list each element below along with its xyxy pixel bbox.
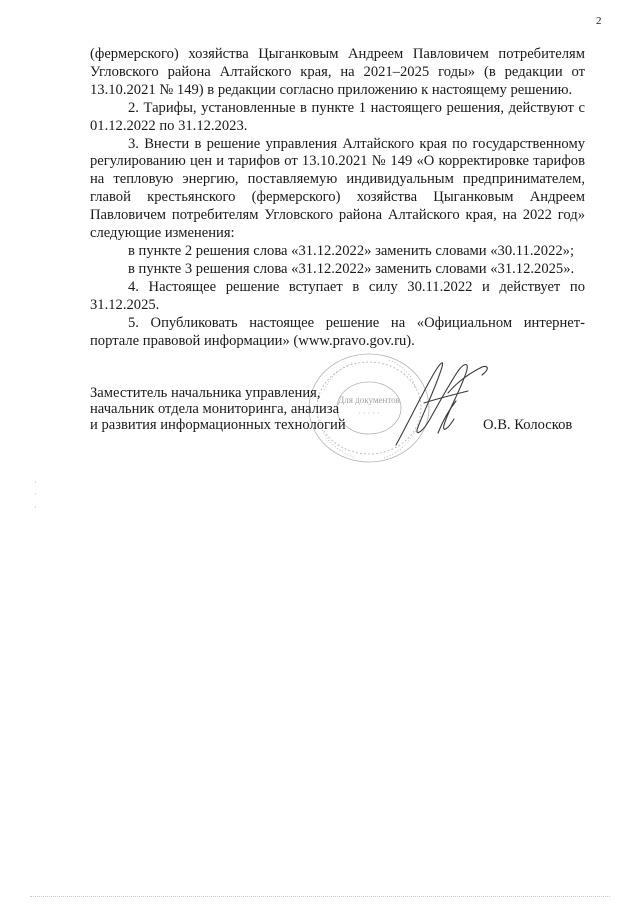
page-number: 2 bbox=[596, 15, 602, 27]
document-body bbox=[90, 46, 585, 350]
stamp-text: Для документов bbox=[338, 395, 400, 405]
signer-position-line-1: Заместитель начальника управления, bbox=[90, 385, 321, 401]
paragraph-4-effective-date: 4. Настоящее решение вступает в силу 30.11.2022 и действует по 31.12.2025. bbox=[90, 278, 585, 313]
scan-artifact bbox=[34, 480, 37, 510]
signer-name: О.В. Колосков bbox=[483, 417, 573, 433]
amendment-item-2: в пункте 3 решения слова «31.12.2022» заменить словами «31.12.2025». bbox=[128, 260, 575, 277]
paragraph-3-amendments: 3. Внести в решение управления Алтайского края по государственному регулированию цен и тарифов от 13.10.2021 № 149 «О корректировке тарифов на тепловую энергию, поставляемую индивидуальным предпринимателем, главой крестьянского (фермерского) хозяйства Цыганковым Андреем Павловичем потребителям Угловского района Алтайского края, на 2022 год» следующие изменения: bbox=[90, 135, 585, 242]
paragraph-continuation: (фермерского) хозяйства Цыганковым Андреем Павловичем потребителям Угловского района Алтайского края, на 2021–2025 годы» (в редакции от 13.10.2021 № 149) в редакции согласно приложению к настоящему решению. bbox=[90, 46, 585, 98]
scan-dots-icon bbox=[34, 480, 37, 510]
amendment-item-1: в пункте 2 решения слова «31.12.2022» заменить словами «30.11.2022»; bbox=[128, 242, 575, 259]
scan-edge-line bbox=[30, 896, 610, 897]
paragraph-2-tariffs-period: 2. Тарифы, установленные в пункте 1 настоящего решения, действуют с 01.12.2022 по 31.12.2023. bbox=[90, 99, 585, 134]
signature-block bbox=[90, 385, 590, 434]
signer-position-line-3: и развития информационных технологий bbox=[90, 417, 346, 434]
signature-scribble-icon bbox=[378, 353, 498, 453]
paragraph-5-publication: 5. Опубликовать настоящее решение на «Официальном интернет-портале правовой информации» (www.pravo.gov.ru). bbox=[90, 314, 585, 349]
handwritten-signature bbox=[378, 353, 498, 453]
signer-position-line-2: начальник отдела мониторинга, анализа bbox=[90, 401, 340, 418]
svg-text:· · · · ·: · · · · · bbox=[358, 409, 380, 418]
